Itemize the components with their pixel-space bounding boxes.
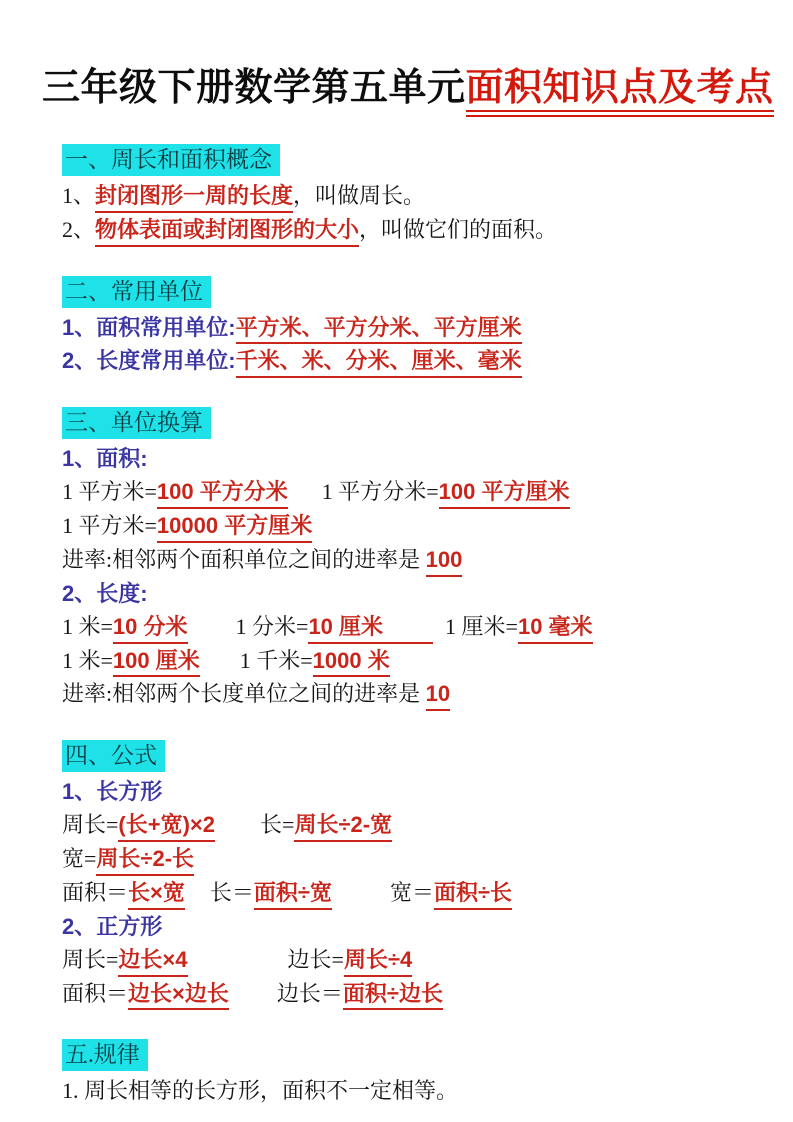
text-segment-red: 面积÷边长 — [343, 981, 443, 1011]
content-line — [62, 910, 753, 943]
text-segment-red: 100 厘米 — [113, 648, 200, 678]
text-segment-blue: 2、长度常用单位: — [62, 348, 236, 374]
content-line — [62, 442, 753, 475]
text-segment-red: 周长÷4 — [344, 947, 412, 977]
content-line — [62, 543, 753, 577]
section — [62, 1039, 753, 1107]
section — [62, 407, 753, 711]
text-segment-plain: 边长= — [287, 946, 344, 972]
text-segment-red: 长×宽 — [128, 880, 185, 910]
section — [62, 144, 753, 247]
content-line — [62, 610, 753, 644]
section — [62, 276, 753, 379]
content-line — [62, 842, 753, 876]
section — [62, 740, 753, 1010]
text-segment-red: 100 平方分米 — [157, 479, 288, 509]
content-line — [62, 509, 753, 543]
text-segment-plain: 1 千米= — [239, 647, 313, 673]
text-segment-red: 物体表面或封闭图形的大小 — [95, 217, 359, 247]
text-segment-red: 面积÷长 — [434, 880, 512, 910]
text-segment-plain: 1、 — [62, 183, 96, 208]
text-segment-red: 千米、米、分米、厘米、毫米 — [236, 348, 522, 378]
text-segment-plain: 1 厘米= — [445, 613, 518, 639]
content-line — [62, 1074, 753, 1107]
content-line — [62, 677, 753, 711]
content-line — [62, 344, 753, 378]
text-segment-plain: 宽＝ — [389, 879, 434, 905]
content-line — [62, 179, 753, 213]
text-segment-blue: 1、面积: — [62, 446, 148, 472]
text-segment-red: 10000 平方厘米 — [157, 513, 312, 543]
underline-extension — [383, 614, 433, 644]
text-segment-plain: 1. 周长相等的长方形，面积不一定相等。 — [62, 1078, 459, 1104]
text-segment-plain: ，叫做它们的面积。 — [359, 216, 558, 242]
text-segment-blue: 2、长度: — [62, 580, 148, 606]
text-segment-red: 封闭图形一周的长度 — [95, 183, 293, 213]
text-segment-plain: 面积＝ — [62, 980, 129, 1006]
content-line — [62, 943, 753, 977]
sections-container — [62, 144, 753, 1107]
section-heading: 四、公式 — [62, 740, 165, 772]
text-segment-red: 平方米、平方分米、平方厘米 — [236, 315, 522, 345]
text-segment-red: (长+宽)×2 — [118, 812, 215, 842]
text-segment-plain: 1 平方米= — [62, 479, 157, 505]
text-segment-plain: 2、 — [62, 216, 96, 242]
text-segment-plain: 1 平方分米= — [321, 479, 439, 505]
content-line — [62, 977, 753, 1011]
text-segment-red: 100 — [426, 547, 463, 577]
text-segment-plain: 1 米= — [62, 613, 113, 639]
content-line — [62, 475, 753, 509]
text-segment-plain: 面积＝ — [62, 879, 129, 905]
text-segment-plain: 长＝ — [209, 879, 254, 905]
text-segment-red: 周长÷2-宽 — [294, 812, 392, 842]
text-segment-plain: 进率:相邻两个长度单位之间的进率是 — [62, 681, 426, 707]
text-segment-plain: 周长= — [62, 812, 119, 838]
content-line — [62, 644, 753, 678]
text-segment-plain: 边长＝ — [276, 980, 343, 1006]
title-red-text: 面积知识点及考点 — [466, 67, 774, 117]
text-segment-plain: 周长= — [62, 946, 119, 972]
text-segment-plain: 宽= — [62, 846, 97, 872]
content-line — [62, 808, 753, 842]
text-segment-blue: 1、面积常用单位: — [62, 314, 236, 340]
text-segment-blue: 2、正方形 — [62, 913, 163, 939]
title-black-text: 三年级下册数学第五单元 — [42, 67, 466, 109]
text-segment-blue: 1、长方形 — [62, 779, 163, 805]
content-line — [62, 577, 753, 610]
section-heading: 二、常用单位 — [62, 276, 211, 308]
content-line — [62, 311, 753, 345]
text-segment-plain: 进率:相邻两个面积单位之间的进率是 — [62, 546, 426, 572]
document-title — [42, 56, 774, 111]
text-segment-plain: 长= — [260, 812, 295, 838]
text-segment-red: 10 — [426, 681, 450, 711]
content-line — [62, 775, 753, 808]
section-heading: 一、周长和面积概念 — [62, 144, 280, 176]
text-segment-red: 10 厘米 — [308, 614, 383, 644]
content-line — [62, 213, 753, 247]
text-segment-red: 10 毫米 — [518, 614, 593, 644]
content-line — [62, 876, 753, 910]
text-segment-plain: 1 平方米= — [62, 513, 157, 539]
section-heading: 五.规律 — [62, 1039, 148, 1071]
text-segment-red: 面积÷宽 — [254, 880, 332, 910]
text-segment-red: 1000 米 — [313, 648, 390, 678]
text-segment-plain: ，叫做周长。 — [293, 183, 426, 208]
text-segment-red: 边长×边长 — [128, 981, 229, 1011]
text-segment-red: 10 分米 — [113, 614, 188, 644]
text-segment-plain: 1 分米= — [235, 613, 309, 639]
text-segment-red: 周长÷2-长 — [96, 846, 194, 876]
text-segment-plain: 1 米= — [62, 647, 113, 673]
section-heading: 三、单位换算 — [62, 407, 211, 439]
text-segment-red: 100 平方厘米 — [439, 479, 570, 509]
text-segment-red: 边长×4 — [118, 947, 187, 977]
